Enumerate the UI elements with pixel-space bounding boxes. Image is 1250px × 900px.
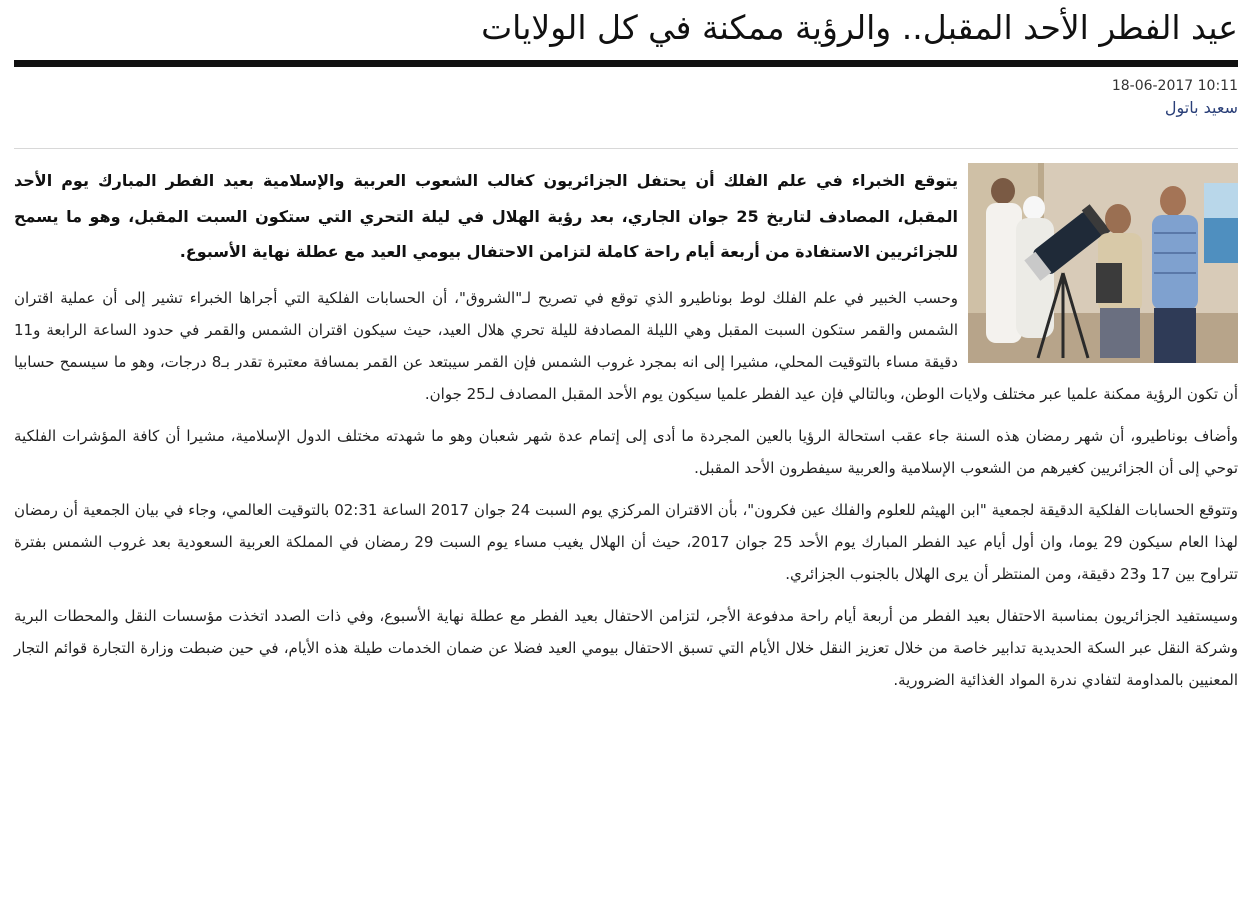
- article-headline: عيد الفطر الأحد المقبل.. والرؤية ممكنة في كل الولايات: [481, 8, 1238, 47]
- article-lead: يتوقع الخبراء في علم الفلك أن يحتفل الجزائريون كغالب الشعوب العربية والإسلامية بعيد الفطر المبارك يوم الأحد المقبل، المصادف لتاريخ 25 جوان الجاري، بعد رؤية الهلال في ليلة التحري التي ستكون السبت المقبل، وهو ما يسمح للجزائريين الاستفادة من أربعة أيام راحة كاملة لتزامن الاحتفال بيومي العيد مع عطلة نهاية الأسبوع.: [14, 171, 959, 261]
- article-meta: [14, 67, 1238, 148]
- article-body: [14, 163, 1238, 696]
- publish-datetime: 18-06-2017 10:11: [1111, 78, 1238, 94]
- meta-divider: [14, 148, 1238, 149]
- news-article: [14, 0, 1238, 706]
- photo-illustration: [968, 163, 1238, 363]
- article-paragraph-3: وتتوقع الحسابات الفلكية الدقيقة لجمعية "ابن الهيثم للعلوم والفلك عين فكرون"، بأن الاقتران المركزي يوم السبت 24 جوان 2017 الساعة 02:31 بالتوقيت العالمي، وجاء في بيان الجمعية أن رمضان لهذا العام سيكون 29 يوما، وان أول أيام عيد الفطر المبارك يوم الأحد 25 جوان 2017، حيث أن الهلال يغيب مساء يوم السبت 29 رمضان في المملكة العربية السعودية بعد غروب الشمس بفترة تتراوح بين 17 و23 دقيقة، ومن المنتظر أن يرى الهلال بالجنوب الجزائري.: [14, 500, 1239, 583]
- article-paragraph-1: وحسب الخبير في علم الفلك لوط بوناطيرو الذي توقع في تصريح لـ"الشروق"، أن الحسابات الفلكية التي أجراها الخبراء تشير إلى أن عملية اقتران الشمس والقمر ستكون السبت المقبل وهي الليلة المصادفة لليلة تحري هلال العيد، حيث سيكون اقتران الشمس والقمر في حدود الساعة الرابعة و11 دقيقة مساء بالتوقيت المحلي، مشيرا إلى انه بمجرد غروب الشمس فإن القمر سيبتعد عن القمر بمسافة معتبرة تقدر بـ8 درجات، وهو ما سيسمح حسابيا أن تكون الرؤية ممكنة علميا عبر مختلف ولايات الوطن، وبالتالي فإن عيد الفطر علميا سيكون يوم الأحد المقبل المصادف لـ25 جوان.: [14, 288, 1238, 403]
- author-link[interactable]: سعيد باتول: [1164, 98, 1238, 117]
- news-photo-icon: [968, 163, 1238, 363]
- article-paragraph-2: وأضاف بوناطيرو، أن شهر رمضان هذه السنة جاء عقب استحالة الرؤيا بالعين المجردة ما أدى إلى إتمام عدة شهر شعبان وهو ما شهدته مختلف الدول الإسلامية، مشيرا أن كافة المؤشرات الفلكية توحي إلى أن الجزائريين كغيرهم من الشعوب الإسلامية والعربية سيفطرون الأحد المقبل.: [14, 426, 1238, 477]
- article-paragraph-4: وسيستفيد الجزائريون بمناسبة الاحتفال بعيد الفطر من أربعة أيام راحة مدفوعة الأجر، لتزامن الاحتفال بعيد الفطر مع عطلة نهاية الأسبوع، وفي ذات الصدد اتخذت مؤسسات النقل والمحطات البرية وشركة النقل عبر السكة الحديدية تدابير خاصة من خلال تعزيز النقل خلال الأيام التي تسبق الاحتفال بيومي العيد فضلا عن ضمان الخدمات طيلة هذه الأيام، في حين ضبطت وزارة التجارة قوائم التجار المعنيين بالمداومة لتفادي ندرة المواد الغذائية الضرورية.: [14, 606, 1238, 689]
- headline-divider: [14, 60, 1238, 67]
